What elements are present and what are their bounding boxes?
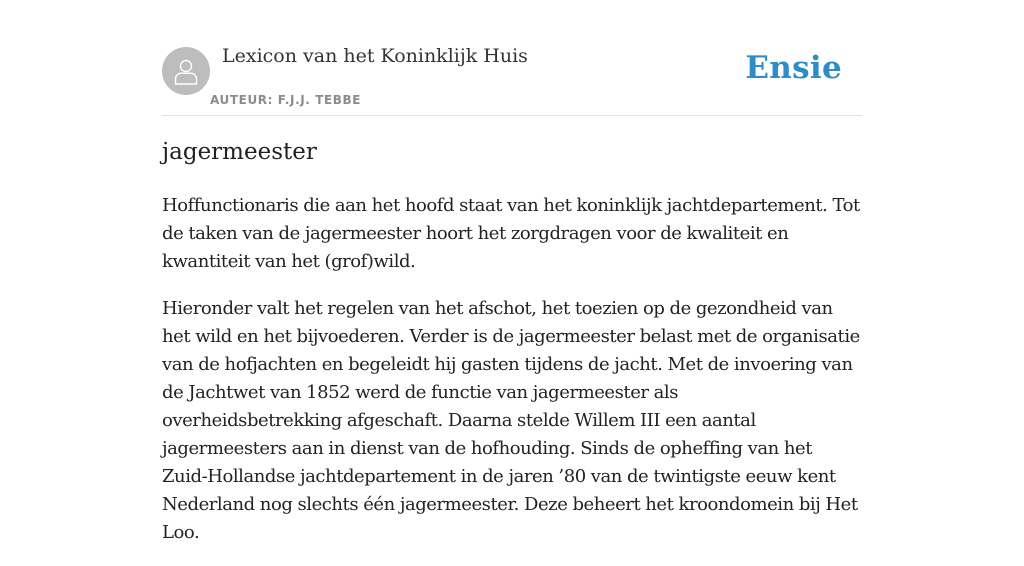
author-label: AUTEUR: F.J.J. TEBBE [210, 93, 362, 107]
brand-logo[interactable]: Ensie [745, 50, 842, 86]
article-header [162, 0, 862, 116]
article-card [162, 0, 862, 543]
definition-paragraph-2: Hieronder valt het regelen van het afschot, het toezien op de gezondheid van het wild en het bijvoederen. Verder is de jagermeester belast met de organisatie van de hofjachten en begeleidt hij gasten tijdens de jacht. Met de invoering van de Jachtwet van 1852 werd de functie van jagermeester als overheidsbetrekking afgeschaft. Daarna stelde Willem III een aantal jagermeesters aan in dienst van de hofhouding. Sinds de opheffing van het Zuid-Hollandse jachtdepartement in de jaren ’80 van de twintigste eeuw kent Nederland nog slechts één jagermeester. Deze beheert het kroondomein bij Het Loo. [162, 298, 860, 543]
user-silhouette-icon [173, 57, 199, 85]
source-title[interactable]: Lexicon van het Koninklijk Huis [222, 45, 528, 67]
entry-definition [162, 192, 862, 566]
author-avatar [162, 47, 210, 95]
entry-term: jagermeester [162, 139, 317, 165]
definition-paragraph-1: Hoffunctionaris die aan het hoofd staat van het koninklijk jachtdepartement. Tot de taken van de jagermeester hoort het zorgdragen voor de kwaliteit en kwantiteit van het (grof)wild. [162, 195, 860, 272]
